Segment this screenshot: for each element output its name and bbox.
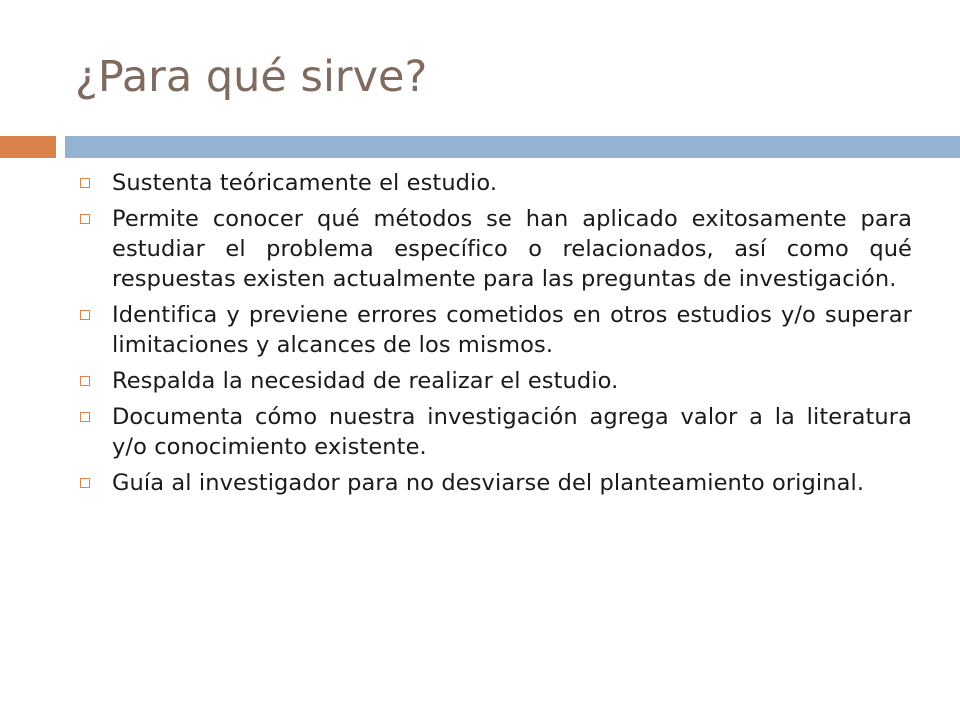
bullet-item: [70, 168, 912, 198]
square-bullet-icon: [80, 214, 90, 224]
bullet-text: Documenta cómo nuestra investigación agrega valor a la literatura y/o conocimiento existente.: [112, 404, 912, 460]
bullet-text: Respalda la necesidad de realizar el estudio.: [112, 368, 619, 394]
square-bullet-icon: [80, 478, 90, 488]
square-bullet-icon: [80, 412, 90, 422]
slide-title: ¿Para qué sirve?: [75, 52, 428, 102]
bullet-text: Guía al investigador para no desviarse del planteamiento original.: [112, 470, 865, 496]
bullet-list: [70, 168, 912, 504]
bullet-item: [70, 402, 912, 462]
bullet-item: [70, 366, 912, 396]
title-rule-bar: [65, 136, 960, 158]
bullet-text: Permite conocer qué métodos se han aplicado exitosamente para estudiar el problema específico o relacionados, así como qué respuestas existen actualmente para las preguntas de investigación.: [112, 206, 912, 292]
title-rule-accent: [0, 136, 56, 158]
bullet-item: [70, 468, 912, 498]
bullet-text: Identifica y previene errores cometidos en otros estudios y/o superar limitaciones y alcances de los mismos.: [112, 302, 912, 358]
square-bullet-icon: [80, 310, 90, 320]
square-bullet-icon: [80, 178, 90, 188]
bullet-text: Sustenta teóricamente el estudio.: [112, 170, 498, 196]
square-bullet-icon: [80, 376, 90, 386]
bullet-item: [70, 204, 912, 294]
bullet-item: [70, 300, 912, 360]
